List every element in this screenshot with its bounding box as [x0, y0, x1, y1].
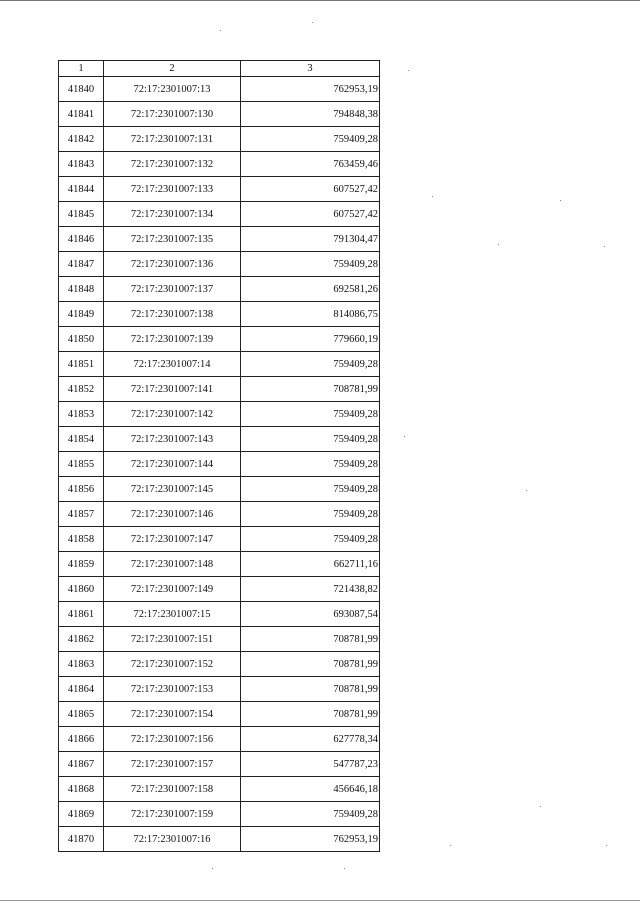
column-header-2: 2 [104, 61, 241, 77]
table-header-row [59, 61, 380, 77]
cadastral-number-cell: 72:17:2301007:143 [104, 427, 241, 452]
cadastral-number-cell: 72:17:2301007:145 [104, 477, 241, 502]
row-number-cell: 41840 [59, 77, 104, 102]
table-row [59, 527, 380, 552]
cadastral-number-cell: 72:17:2301007:139 [104, 327, 241, 352]
cadastral-value-cell: 547787,23 [241, 752, 380, 777]
cadastral-value-cell: 721438,82 [241, 577, 380, 602]
table-row [59, 202, 380, 227]
table-row [59, 502, 380, 527]
cadastral-number-cell: 72:17:2301007:148 [104, 552, 241, 577]
cadastral-value-cell: 759409,28 [241, 477, 380, 502]
cadastral-value-cell: 627778,34 [241, 727, 380, 752]
cadastral-value-cell: 762953,19 [241, 77, 380, 102]
cadastral-value-cell: 662711,16 [241, 552, 380, 577]
cadastral-value-cell: 814086,75 [241, 302, 380, 327]
cadastral-value-cell: 708781,99 [241, 702, 380, 727]
row-number-cell: 41848 [59, 277, 104, 302]
cadastral-value-cell: 607527,42 [241, 202, 380, 227]
cadastral-value-cell: 708781,99 [241, 377, 380, 402]
cadastral-number-cell: 72:17:2301007:142 [104, 402, 241, 427]
document-table-container [58, 60, 380, 852]
cadastral-number-cell: 72:17:2301007:156 [104, 727, 241, 752]
cadastral-number-cell: 72:17:2301007:158 [104, 777, 241, 802]
table-row [59, 77, 380, 102]
row-number-cell: 41844 [59, 177, 104, 202]
row-number-cell: 41857 [59, 502, 104, 527]
cadastral-number-cell: 72:17:2301007:135 [104, 227, 241, 252]
table-row [59, 252, 380, 277]
table-row [59, 377, 380, 402]
cadastral-number-cell: 72:17:2301007:141 [104, 377, 241, 402]
cadastral-number-cell: 72:17:2301007:149 [104, 577, 241, 602]
row-number-cell: 41845 [59, 202, 104, 227]
cadastral-number-cell: 72:17:2301007:16 [104, 827, 241, 852]
scan-speck [212, 868, 213, 869]
table-row [59, 777, 380, 802]
table-row [59, 302, 380, 327]
row-number-cell: 41859 [59, 552, 104, 577]
cadastral-number-cell: 72:17:2301007:154 [104, 702, 241, 727]
cadastral-number-cell: 72:17:2301007:130 [104, 102, 241, 127]
cadastral-value-cell: 763459,46 [241, 152, 380, 177]
scan-speck [604, 246, 605, 247]
scan-speck [498, 244, 499, 245]
cadastral-number-cell: 72:17:2301007:159 [104, 802, 241, 827]
row-number-cell: 41864 [59, 677, 104, 702]
scan-speck [220, 30, 221, 31]
scan-speck [432, 196, 433, 197]
cadastral-number-cell: 72:17:2301007:133 [104, 177, 241, 202]
cadastral-value-cell: 759409,28 [241, 427, 380, 452]
table-row [59, 277, 380, 302]
scan-speck [312, 22, 313, 23]
cadastral-value-cell: 759409,28 [241, 252, 380, 277]
page-top-edge [0, 0, 640, 1]
cadastral-value-cell: 759409,28 [241, 452, 380, 477]
table-row [59, 602, 380, 627]
table-row [59, 652, 380, 677]
table-body [59, 77, 380, 852]
cadastral-value-cell: 759409,28 [241, 402, 380, 427]
cadastral-number-cell: 72:17:2301007:131 [104, 127, 241, 152]
row-number-cell: 41869 [59, 802, 104, 827]
cadastral-value-table [58, 60, 380, 852]
scan-speck [404, 436, 405, 437]
table-row [59, 677, 380, 702]
cadastral-value-cell: 708781,99 [241, 627, 380, 652]
cadastral-number-cell: 72:17:2301007:138 [104, 302, 241, 327]
row-number-cell: 41842 [59, 127, 104, 152]
table-row [59, 477, 380, 502]
cadastral-number-cell: 72:17:2301007:15 [104, 602, 241, 627]
table-row [59, 802, 380, 827]
scan-speck [408, 70, 409, 71]
row-number-cell: 41849 [59, 302, 104, 327]
table-row [59, 127, 380, 152]
table-row [59, 227, 380, 252]
cadastral-number-cell: 72:17:2301007:157 [104, 752, 241, 777]
row-number-cell: 41855 [59, 452, 104, 477]
scan-speck [344, 868, 345, 869]
table-row [59, 552, 380, 577]
column-header-3: 3 [241, 61, 380, 77]
cadastral-value-cell: 693087,54 [241, 602, 380, 627]
cadastral-value-cell: 794848,38 [241, 102, 380, 127]
cadastral-number-cell: 72:17:2301007:13 [104, 77, 241, 102]
cadastral-number-cell: 72:17:2301007:153 [104, 677, 241, 702]
cadastral-number-cell: 72:17:2301007:151 [104, 627, 241, 652]
row-number-cell: 41861 [59, 602, 104, 627]
row-number-cell: 41866 [59, 727, 104, 752]
row-number-cell: 41865 [59, 702, 104, 727]
cadastral-number-cell: 72:17:2301007:136 [104, 252, 241, 277]
table-row [59, 452, 380, 477]
row-number-cell: 41851 [59, 352, 104, 377]
column-header-1: 1 [59, 61, 104, 77]
cadastral-value-cell: 759409,28 [241, 352, 380, 377]
row-number-cell: 41854 [59, 427, 104, 452]
table-row [59, 327, 380, 352]
cadastral-number-cell: 72:17:2301007:14 [104, 352, 241, 377]
cadastral-value-cell: 692581,26 [241, 277, 380, 302]
cadastral-value-cell: 607527,42 [241, 177, 380, 202]
row-number-cell: 41860 [59, 577, 104, 602]
scan-speck [560, 200, 561, 201]
scan-speck [606, 845, 607, 846]
cadastral-number-cell: 72:17:2301007:137 [104, 277, 241, 302]
cadastral-value-cell: 791304,47 [241, 227, 380, 252]
row-number-cell: 41862 [59, 627, 104, 652]
table-row [59, 727, 380, 752]
cadastral-number-cell: 72:17:2301007:134 [104, 202, 241, 227]
row-number-cell: 41841 [59, 102, 104, 127]
cadastral-value-cell: 759409,28 [241, 527, 380, 552]
table-row [59, 102, 380, 127]
scan-speck [526, 490, 527, 491]
row-number-cell: 41858 [59, 527, 104, 552]
row-number-cell: 41850 [59, 327, 104, 352]
cadastral-value-cell: 779660,19 [241, 327, 380, 352]
row-number-cell: 41852 [59, 377, 104, 402]
table-row [59, 352, 380, 377]
scan-speck [540, 806, 541, 807]
table-row [59, 702, 380, 727]
cadastral-number-cell: 72:17:2301007:144 [104, 452, 241, 477]
cadastral-number-cell: 72:17:2301007:132 [104, 152, 241, 177]
cadastral-value-cell: 762953,19 [241, 827, 380, 852]
row-number-cell: 41870 [59, 827, 104, 852]
cadastral-number-cell: 72:17:2301007:146 [104, 502, 241, 527]
page-bottom-edge [0, 900, 640, 901]
cadastral-number-cell: 72:17:2301007:147 [104, 527, 241, 552]
table-row [59, 752, 380, 777]
row-number-cell: 41853 [59, 402, 104, 427]
cadastral-value-cell: 759409,28 [241, 502, 380, 527]
scan-speck [450, 845, 451, 846]
table-row [59, 827, 380, 852]
cadastral-value-cell: 456646,18 [241, 777, 380, 802]
table-row [59, 627, 380, 652]
cadastral-value-cell: 759409,28 [241, 802, 380, 827]
row-number-cell: 41863 [59, 652, 104, 677]
cadastral-value-cell: 708781,99 [241, 677, 380, 702]
row-number-cell: 41846 [59, 227, 104, 252]
row-number-cell: 41856 [59, 477, 104, 502]
table-row [59, 402, 380, 427]
row-number-cell: 41868 [59, 777, 104, 802]
table-row [59, 427, 380, 452]
cadastral-value-cell: 759409,28 [241, 127, 380, 152]
row-number-cell: 41847 [59, 252, 104, 277]
table-row [59, 577, 380, 602]
row-number-cell: 41843 [59, 152, 104, 177]
row-number-cell: 41867 [59, 752, 104, 777]
table-row [59, 152, 380, 177]
cadastral-number-cell: 72:17:2301007:152 [104, 652, 241, 677]
table-row [59, 177, 380, 202]
cadastral-value-cell: 708781,99 [241, 652, 380, 677]
